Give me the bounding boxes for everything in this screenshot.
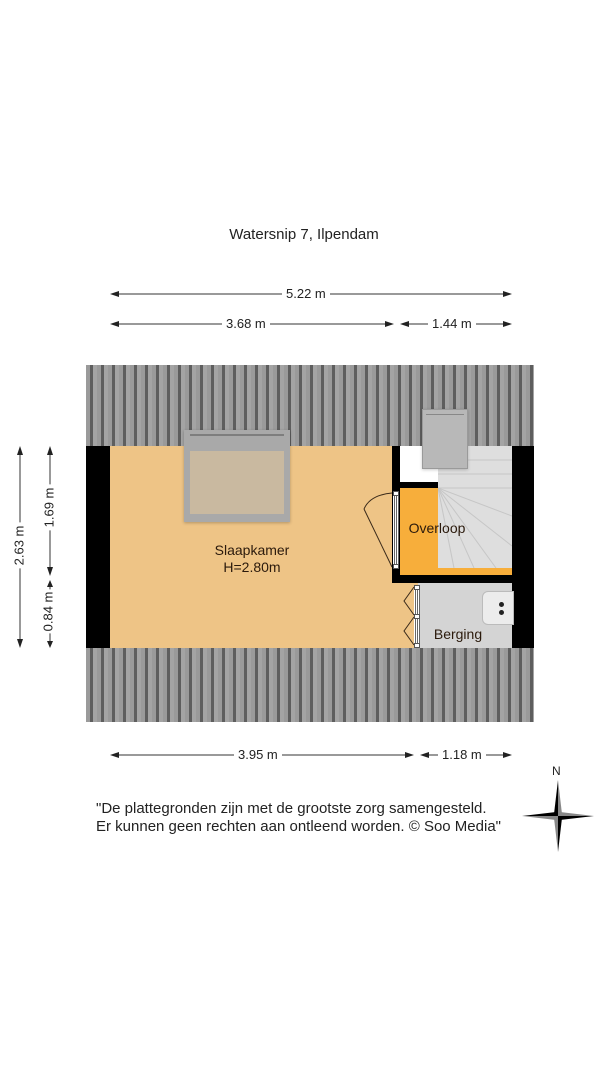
dimension-label: 5.22 m — [282, 286, 330, 301]
room-name: Slaapkamer — [214, 542, 290, 558]
stair-hatch — [422, 409, 468, 469]
dimension-label: 2.63 m — [11, 523, 26, 569]
dimension-bottom-left — [110, 747, 414, 763]
dimension-label: 3.95 m — [234, 747, 282, 762]
plan-title: Watersnip 7, Ilpendam — [229, 226, 379, 243]
dimension-left-upper — [40, 446, 60, 576]
dimension-label: 0.84 m — [40, 591, 56, 632]
room-label-overloop: Overloop — [408, 520, 466, 536]
dimension-left-lower — [40, 580, 60, 648]
room-label-berging: Berging — [433, 626, 483, 642]
room-height: H=2.80m — [223, 559, 281, 575]
disclaimer-line-1: "De plattegronden zijn met de grootste zorg samengesteld. — [96, 800, 487, 817]
wall-right — [512, 446, 534, 648]
disclaimer-line-2: Er kunnen geen rechten aan ontleend worden. © Soo Media" — [96, 818, 501, 835]
dormer-window — [184, 430, 290, 522]
appliance-icon — [482, 591, 514, 625]
dimension-label: 1.44 m — [428, 316, 476, 331]
room-label-slaapkamer — [192, 542, 312, 576]
dimension-top-left — [110, 316, 394, 332]
dimension-label: 3.68 m — [222, 316, 270, 331]
door-swing-icon — [356, 491, 396, 571]
dimension-bottom-right — [420, 747, 512, 763]
dimension-top-right — [400, 316, 512, 332]
floor-plan — [86, 365, 534, 722]
door-swing-icon — [400, 585, 416, 649]
dimension-left-total — [10, 446, 30, 648]
dimension-label: 1.18 m — [438, 747, 486, 762]
wall-left — [86, 446, 110, 648]
dimension-label: 1.69 m — [41, 485, 56, 531]
compass-icon — [520, 778, 596, 854]
compass-north-label: N — [552, 764, 561, 778]
compass-rose — [520, 764, 596, 854]
disclaimer — [96, 800, 501, 836]
wall-overloop-bottom — [392, 575, 512, 583]
dimension-top-total — [110, 286, 512, 302]
roof-bottom — [86, 648, 534, 722]
